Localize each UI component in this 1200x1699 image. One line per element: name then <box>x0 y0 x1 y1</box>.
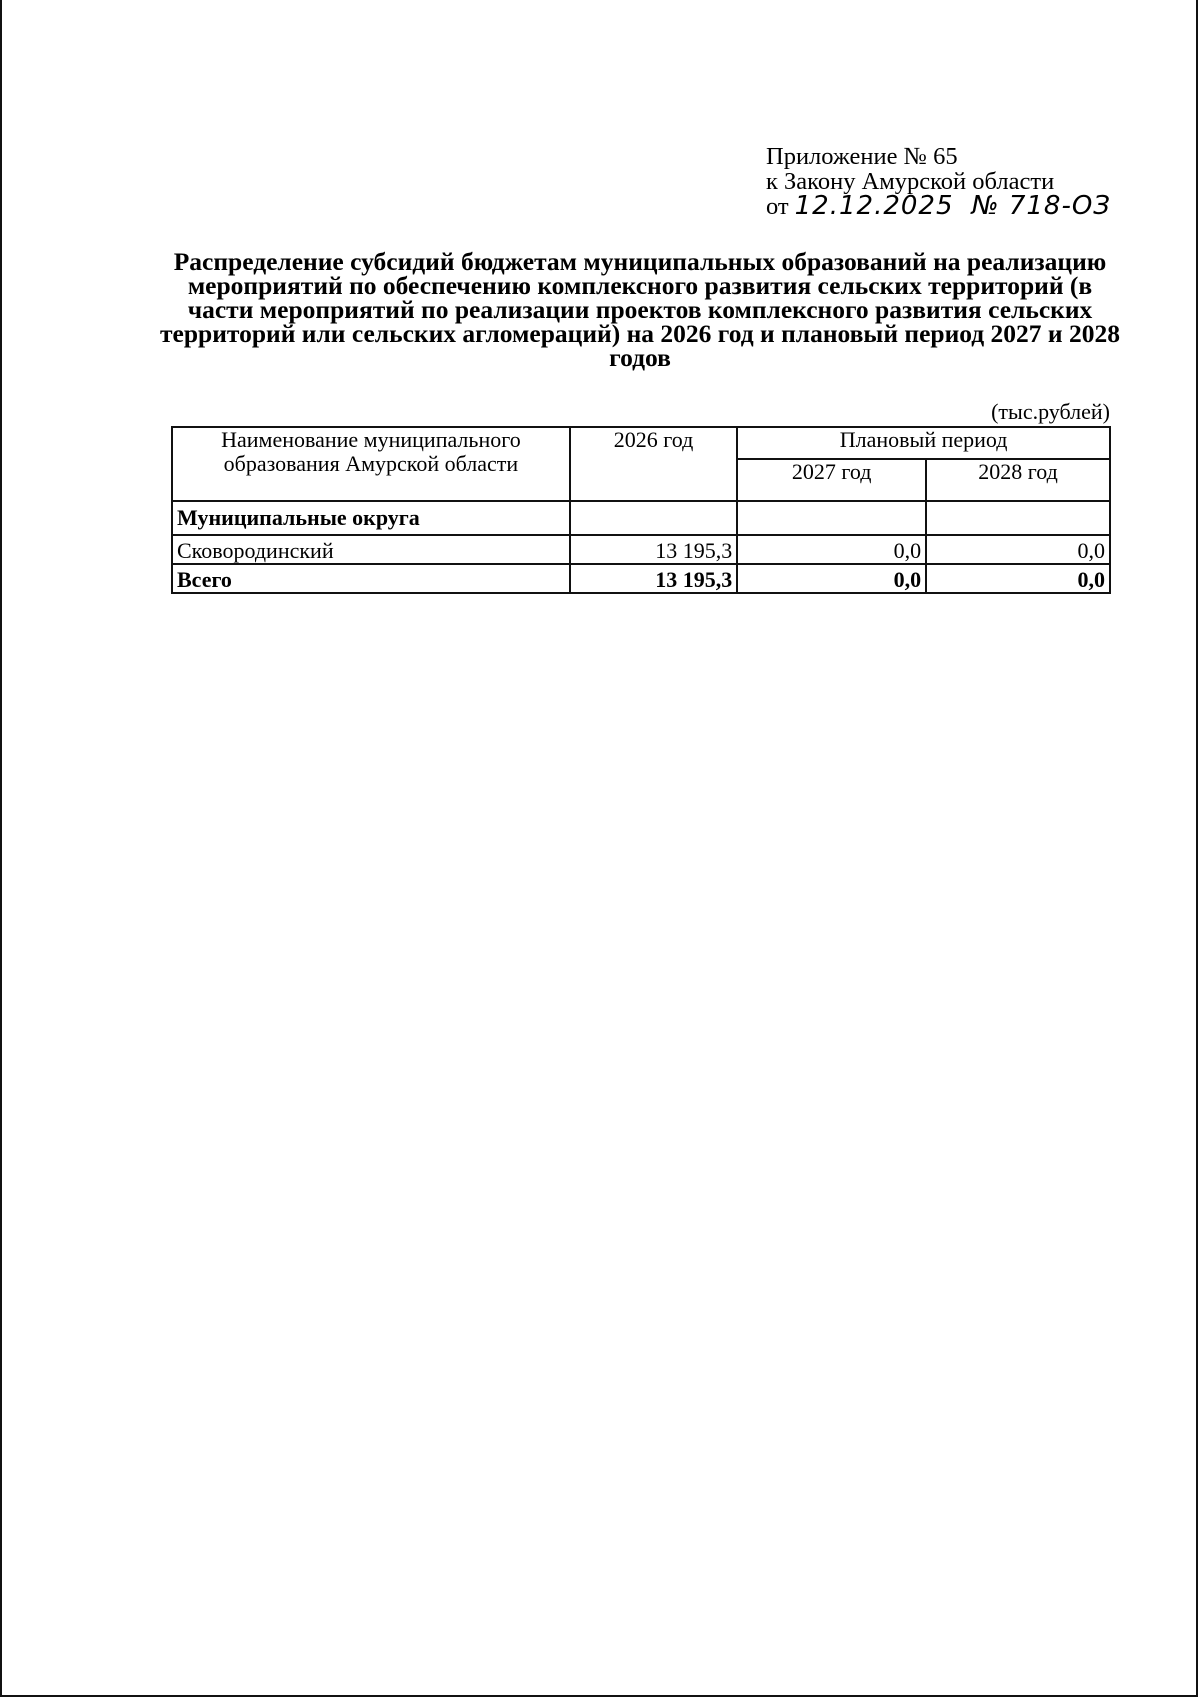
unit-label: (тыс.рублей) <box>991 399 1110 424</box>
total-row <box>172 564 1110 593</box>
section-empty-cell <box>926 501 1110 535</box>
section-row <box>172 501 1110 535</box>
header-2028: 2028 год <box>926 459 1110 501</box>
annex-date-prefix: от <box>766 193 789 220</box>
header-name: Наименование муниципального образования Амурской области <box>172 427 570 501</box>
handwritten-number: № 718-ОЗ <box>971 191 1111 221</box>
total-value-2026: 13 195,3 <box>570 564 737 593</box>
total-label: Всего <box>172 564 570 593</box>
total-value-2027: 0,0 <box>737 564 926 593</box>
header-planned-period: Плановый период <box>737 427 1110 459</box>
table-row <box>172 535 1110 564</box>
row-value-2027: 0,0 <box>737 535 926 564</box>
distribution-table <box>171 426 1111 594</box>
row-value-2026: 13 195,3 <box>570 535 737 564</box>
annex-law: к Закону Амурской области <box>766 168 1055 195</box>
section-empty-cell <box>570 501 737 535</box>
annex-date-line <box>766 191 1111 221</box>
total-value-2028: 0,0 <box>926 564 1110 593</box>
row-value-2028: 0,0 <box>926 535 1110 564</box>
header-2026: 2026 год <box>570 427 737 501</box>
header-2027: 2027 год <box>737 459 926 501</box>
section-empty-cell <box>737 501 926 535</box>
annex-number: Приложение № 65 <box>766 143 958 170</box>
row-name: Сковородинский <box>172 535 570 564</box>
document-title: Распределение субсидий бюджетам муниципальных образований на реализацию мероприятий по обеспечению комплексного развития сельских территорий (в части мероприятий по реализации проектов комплексного развития сельских территорий или сельских агломераций) на 2026 год и плановый период 2027 и 2028 годов <box>160 247 1120 372</box>
handwritten-date: 12.12.2025 <box>794 191 954 221</box>
table-header-row <box>172 427 1110 459</box>
section-label: Муниципальные округа <box>172 501 570 535</box>
annex-block <box>766 144 1111 219</box>
